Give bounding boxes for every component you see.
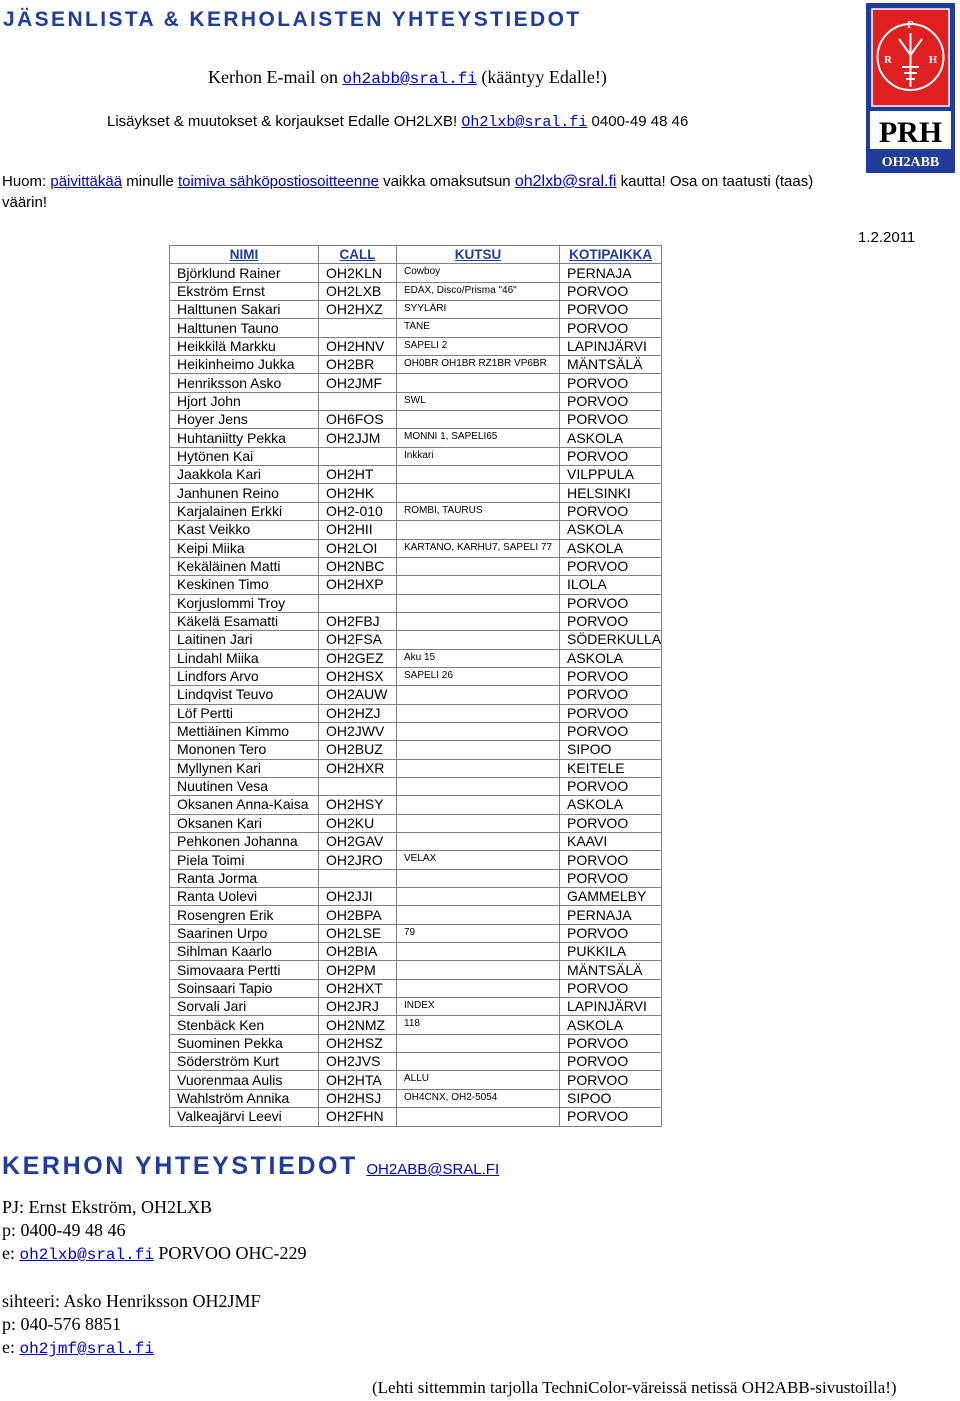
- table-row: [170, 484, 662, 502]
- member-name: Keskinen Timo: [170, 576, 319, 594]
- member-name: Hoyer Jens: [170, 411, 319, 429]
- member-callsign: OH2HK: [319, 484, 397, 502]
- table-row: [170, 979, 662, 997]
- table-row: [170, 869, 662, 887]
- member-nickname: [397, 576, 560, 594]
- member-callsign: OH2LSE: [319, 924, 397, 942]
- member-callsign: OH2HSZ: [319, 1034, 397, 1052]
- secretary-name: sihteeri: Asko Henriksson OH2JMF: [2, 1291, 261, 1311]
- member-hometown: PORVOO: [560, 704, 662, 722]
- member-callsign: [319, 392, 397, 410]
- member-name: Hytönen Kai: [170, 447, 319, 465]
- member-nickname: OH4CNX, OH2-5054: [397, 1089, 560, 1107]
- member-callsign: OH2HSY: [319, 796, 397, 814]
- member-nickname: [397, 557, 560, 575]
- member-callsign: OH2HXR: [319, 759, 397, 777]
- member-hometown: LAPINJÄRVI: [560, 337, 662, 355]
- table-row: [170, 301, 662, 319]
- member-nickname: [397, 888, 560, 906]
- additions-line: [107, 113, 688, 131]
- column-header-kutsu: KUTSU: [397, 246, 560, 264]
- table-row: [170, 612, 662, 630]
- member-hometown: PORVOO: [560, 722, 662, 740]
- member-nickname: 79: [397, 924, 560, 942]
- member-nickname: [397, 961, 560, 979]
- member-hometown: PORVOO: [560, 667, 662, 685]
- member-hometown: ASKOLA: [560, 539, 662, 557]
- member-hometown: PORVOO: [560, 851, 662, 869]
- member-nickname: [397, 722, 560, 740]
- logo-letter-r: R: [884, 54, 892, 66]
- additions-email-link[interactable]: Oh2lxb@sral.fi: [461, 114, 588, 131]
- member-nickname: SWL: [397, 392, 560, 410]
- table-row: [170, 319, 662, 337]
- member-hometown: PORVOO: [560, 282, 662, 300]
- member-name: Laitinen Jari: [170, 631, 319, 649]
- member-callsign: OH2JMF: [319, 374, 397, 392]
- notice-text-3: vaikka omaksutsun: [383, 173, 511, 190]
- member-hometown: LAPINJÄRVI: [560, 998, 662, 1016]
- member-nickname: [397, 796, 560, 814]
- member-nickname: [397, 759, 560, 777]
- member-hometown: GAMMELBY: [560, 888, 662, 906]
- member-hometown: PORVOO: [560, 319, 662, 337]
- member-name: Janhunen Reino: [170, 484, 319, 502]
- table-row: [170, 777, 662, 795]
- member-name: Ranta Uolevi: [170, 888, 319, 906]
- member-name: Vuorenmaa Aulis: [170, 1071, 319, 1089]
- member-hometown: PORVOO: [560, 777, 662, 795]
- member-name: Keipi Miika: [170, 539, 319, 557]
- table-row: [170, 1034, 662, 1052]
- chairman-email-link[interactable]: oh2lxb@sral.fi: [19, 1246, 154, 1264]
- club-email-prefix: Kerhon E-mail on: [208, 67, 338, 87]
- member-table: [169, 245, 662, 1127]
- member-callsign: OH2JJI: [319, 888, 397, 906]
- member-nickname: [397, 1034, 560, 1052]
- member-nickname: [397, 612, 560, 630]
- member-name: Heikinheimo Jukka: [170, 356, 319, 374]
- table-row: [170, 411, 662, 429]
- table-row: [170, 796, 662, 814]
- chairman-phone: p: 0400-49 48 46: [2, 1220, 126, 1240]
- table-row: [170, 631, 662, 649]
- member-nickname: [397, 521, 560, 539]
- member-callsign: OH2GEZ: [319, 649, 397, 667]
- member-callsign: OH2KU: [319, 814, 397, 832]
- member-nickname: [397, 466, 560, 484]
- member-callsign: OH2JRJ: [319, 998, 397, 1016]
- member-name: Käkelä Esamatti: [170, 612, 319, 630]
- table-row: [170, 594, 662, 612]
- member-name: Halttunen Sakari: [170, 301, 319, 319]
- member-hometown: ASKOLA: [560, 521, 662, 539]
- member-callsign: OH2HNV: [319, 337, 397, 355]
- member-hometown: PORVOO: [560, 1034, 662, 1052]
- member-callsign: OH2FHN: [319, 1108, 397, 1126]
- member-nickname: [397, 869, 560, 887]
- member-callsign: OH2JWV: [319, 722, 397, 740]
- table-row: [170, 1053, 662, 1071]
- table-row: [170, 356, 662, 374]
- table-row: [170, 1089, 662, 1107]
- table-row: [170, 741, 662, 759]
- member-name: Björklund Rainer: [170, 264, 319, 282]
- logo-callsign-text: OH2ABB: [881, 155, 940, 170]
- member-callsign: OH2BR: [319, 356, 397, 374]
- member-hometown: ASKOLA: [560, 796, 662, 814]
- member-name: Rosengren Erik: [170, 906, 319, 924]
- member-hometown: VILPPULA: [560, 466, 662, 484]
- member-callsign: OH2HII: [319, 521, 397, 539]
- member-name: Oksanen Anna-Kaisa: [170, 796, 319, 814]
- member-nickname: SAPELI 2: [397, 337, 560, 355]
- table-row: [170, 1016, 662, 1034]
- member-callsign: OH2NBC: [319, 557, 397, 575]
- member-nickname: VELAX: [397, 851, 560, 869]
- prh-club-logo: [866, 3, 955, 173]
- member-callsign: OH2BUZ: [319, 741, 397, 759]
- column-header-nimi: NIMI: [170, 246, 319, 264]
- table-row: [170, 576, 662, 594]
- member-callsign: OH2FBJ: [319, 612, 397, 630]
- chairman-name: PJ: Ernst Ekström, OH2LXB: [2, 1197, 213, 1217]
- table-row: [170, 466, 662, 484]
- notice-text-2: minulle: [126, 173, 174, 190]
- table-row: [170, 722, 662, 740]
- member-hometown: PORVOO: [560, 924, 662, 942]
- member-name: Stenbäck Ken: [170, 1016, 319, 1034]
- table-row: [170, 961, 662, 979]
- member-nickname: OH0BR OH1BR RZ1BR VP6BR: [397, 356, 560, 374]
- club-contacts-email-link[interactable]: OH2ABB@SRAL.FI: [366, 1161, 500, 1178]
- member-hometown: PORVOO: [560, 979, 662, 997]
- member-callsign: [319, 594, 397, 612]
- member-name: Oksanen Kari: [170, 814, 319, 832]
- table-row: [170, 998, 662, 1016]
- member-callsign: OH2JRO: [319, 851, 397, 869]
- member-callsign: OH2HXZ: [319, 301, 397, 319]
- member-callsign: OH2HXT: [319, 979, 397, 997]
- member-name: Suominen Pekka: [170, 1034, 319, 1052]
- additions-text: Lisäykset & muutokset & korjaukset Edalle OH2LXB!: [107, 113, 458, 130]
- table-row: [170, 282, 662, 300]
- member-callsign: OH2JVS: [319, 1053, 397, 1071]
- member-name: Wahlström Annika: [170, 1089, 319, 1107]
- member-callsign: OH2HZJ: [319, 704, 397, 722]
- member-callsign: [319, 869, 397, 887]
- member-nickname: EDAX, Disco/Prisma "46": [397, 282, 560, 300]
- notice-email-link[interactable]: oh2lxb@sral.fi: [514, 173, 617, 190]
- member-callsign: OH2BIA: [319, 943, 397, 961]
- member-nickname: [397, 686, 560, 704]
- member-name: Jaakkola Kari: [170, 466, 319, 484]
- member-hometown: KAAVI: [560, 833, 662, 851]
- notice-text-4: kautta! Osa on taatusti (taas) väärin!: [2, 173, 814, 211]
- member-name: Piela Toimi: [170, 851, 319, 869]
- club-email-suffix: (kääntyy Edalle!): [481, 67, 607, 87]
- table-row: [170, 667, 662, 685]
- table-row: [170, 814, 662, 832]
- table-row: [170, 1071, 662, 1089]
- table-row: [170, 429, 662, 447]
- member-hometown: PORVOO: [560, 594, 662, 612]
- member-nickname: [397, 979, 560, 997]
- member-hometown: PORVOO: [560, 502, 662, 520]
- member-hometown: PERNAJA: [560, 906, 662, 924]
- member-name: Pehkonen Johanna: [170, 833, 319, 851]
- secretary-email-line: [2, 1336, 261, 1361]
- member-callsign: OH2NMZ: [319, 1016, 397, 1034]
- member-nickname: Inkkari: [397, 447, 560, 465]
- member-nickname: Aku 15: [397, 649, 560, 667]
- secretary-email-prefix: e:: [2, 1337, 15, 1357]
- member-callsign: OH2GAV: [319, 833, 397, 851]
- member-hometown: PORVOO: [560, 557, 662, 575]
- chairman-email-line: [2, 1242, 307, 1267]
- member-nickname: Cowboy: [397, 264, 560, 282]
- member-nickname: ALLU: [397, 1071, 560, 1089]
- member-hometown: SIPOO: [560, 1089, 662, 1107]
- member-nickname: [397, 777, 560, 795]
- member-name: Lindfors Arvo: [170, 667, 319, 685]
- club-email-line: [208, 67, 607, 88]
- member-name: Kekäläinen Matti: [170, 557, 319, 575]
- table-row: [170, 1108, 662, 1126]
- chairman-location: PORVOO OHC-229: [158, 1243, 307, 1263]
- member-name: Korjuslommi Troy: [170, 594, 319, 612]
- member-hometown: PORVOO: [560, 374, 662, 392]
- member-hometown: PORVOO: [560, 301, 662, 319]
- member-hometown: SIPOO: [560, 741, 662, 759]
- member-name: Mettiäinen Kimmo: [170, 722, 319, 740]
- member-hometown: PORVOO: [560, 612, 662, 630]
- member-hometown: ILOLA: [560, 576, 662, 594]
- member-name: Lindahl Miika: [170, 649, 319, 667]
- member-callsign: OH2HSX: [319, 667, 397, 685]
- member-hometown: MÄNTSÄLÄ: [560, 961, 662, 979]
- member-nickname: INDEX: [397, 998, 560, 1016]
- page-title: JÄSENLISTA & KERHOLAISTEN YHTEYSTIEDOT: [3, 8, 582, 31]
- member-callsign: OH2JJM: [319, 429, 397, 447]
- table-row: [170, 943, 662, 961]
- member-name: Hjort John: [170, 392, 319, 410]
- additions-phone: 0400-49 48 46: [591, 113, 689, 130]
- member-nickname: [397, 906, 560, 924]
- member-hometown: KEITELE: [560, 759, 662, 777]
- member-callsign: OH2AUW: [319, 686, 397, 704]
- member-callsign: OH2HXP: [319, 576, 397, 594]
- member-callsign: OH2KLN: [319, 264, 397, 282]
- chairman-email-prefix: e:: [2, 1243, 15, 1263]
- club-contacts-heading: [2, 1152, 499, 1181]
- logo-prh-text: PRH: [878, 116, 943, 149]
- update-notice: [2, 171, 842, 213]
- table-row: [170, 264, 662, 282]
- member-nickname: 118: [397, 1016, 560, 1034]
- table-row: [170, 851, 662, 869]
- club-contacts-title: KERHON YHTEYSTIEDOT: [2, 1152, 358, 1180]
- member-nickname: SYYLÄRI: [397, 301, 560, 319]
- member-nickname: [397, 594, 560, 612]
- member-callsign: OH2BPA: [319, 906, 397, 924]
- member-nickname: MONNI 1, SAPELI65: [397, 429, 560, 447]
- logo-letter-h: H: [928, 54, 938, 66]
- member-nickname: [397, 741, 560, 759]
- member-name: Karjalainen Erkki: [170, 502, 319, 520]
- member-name: Simovaara Pertti: [170, 961, 319, 979]
- member-hometown: PORVOO: [560, 447, 662, 465]
- member-name: Nuutinen Vesa: [170, 777, 319, 795]
- footer-note: (Lehti sittemmin tarjolla TechniColor-väreissä netissä OH2ABB-sivustoilla!): [372, 1378, 897, 1397]
- member-hometown: PORVOO: [560, 814, 662, 832]
- member-nickname: [397, 704, 560, 722]
- member-callsign: [319, 777, 397, 795]
- secretary-contact: [2, 1290, 261, 1361]
- member-name: Soinsaari Tapio: [170, 979, 319, 997]
- table-row: [170, 704, 662, 722]
- member-nickname: TANE: [397, 319, 560, 337]
- member-name: Ranta Jorma: [170, 869, 319, 887]
- member-name: Sorvali Jari: [170, 998, 319, 1016]
- member-hometown: PORVOO: [560, 869, 662, 887]
- member-hometown: PORVOO: [560, 686, 662, 704]
- member-hometown: PORVOO: [560, 1071, 662, 1089]
- column-header-call: CALL: [319, 246, 397, 264]
- table-row: [170, 649, 662, 667]
- table-row: [170, 924, 662, 942]
- member-callsign: OH2-010: [319, 502, 397, 520]
- member-nickname: [397, 943, 560, 961]
- notice-text-1: Huom:: [2, 173, 47, 190]
- table-row: [170, 521, 662, 539]
- member-name: Kast Veikko: [170, 521, 319, 539]
- member-callsign: OH2LXB: [319, 282, 397, 300]
- member-name: Söderström Kurt: [170, 1053, 319, 1071]
- list-date: 1.2.2011: [858, 229, 916, 246]
- member-nickname: [397, 1053, 560, 1071]
- table-header-row: [170, 246, 662, 264]
- member-hometown: MÄNTSÄLÄ: [560, 356, 662, 374]
- table-row: [170, 833, 662, 851]
- secretary-phone: p: 040-576 8851: [2, 1314, 121, 1334]
- member-nickname: KARTANO, KARHU7, SAPELI 77: [397, 539, 560, 557]
- member-hometown: PORVOO: [560, 392, 662, 410]
- table-row: [170, 374, 662, 392]
- table-row: [170, 392, 662, 410]
- member-hometown: PORVOO: [560, 1053, 662, 1071]
- member-nickname: [397, 833, 560, 851]
- notice-link-update[interactable]: päivittäkää: [50, 173, 123, 190]
- table-row: [170, 539, 662, 557]
- member-callsign: OH2HTA: [319, 1071, 397, 1089]
- member-name: Saarinen Urpo: [170, 924, 319, 942]
- member-nickname: [397, 814, 560, 832]
- member-name: Sihlman Kaarlo: [170, 943, 319, 961]
- member-nickname: [397, 374, 560, 392]
- secretary-email-link[interactable]: oh2jmf@sral.fi: [19, 1340, 154, 1358]
- member-callsign: OH2PM: [319, 961, 397, 979]
- member-name: Ekström Ernst: [170, 282, 319, 300]
- member-nickname: [397, 484, 560, 502]
- member-nickname: [397, 411, 560, 429]
- table-row: [170, 557, 662, 575]
- member-callsign: OH6FOS: [319, 411, 397, 429]
- member-hometown: PORVOO: [560, 1108, 662, 1126]
- table-row: [170, 759, 662, 777]
- member-name: Huhtaniitty Pekka: [170, 429, 319, 447]
- chairman-contact: [2, 1196, 307, 1267]
- club-email-link[interactable]: oh2abb@sral.fi: [342, 70, 477, 88]
- member-name: Heikkilä Markku: [170, 337, 319, 355]
- member-name: Löf Pertti: [170, 704, 319, 722]
- member-callsign: [319, 319, 397, 337]
- table-row: [170, 337, 662, 355]
- member-hometown: PORVOO: [560, 411, 662, 429]
- member-hometown: PERNAJA: [560, 264, 662, 282]
- member-hometown: ASKOLA: [560, 649, 662, 667]
- member-nickname: ROMBI, TAURUS: [397, 502, 560, 520]
- table-row: [170, 502, 662, 520]
- member-rows: [170, 264, 662, 1126]
- member-nickname: SAPELI 26: [397, 667, 560, 685]
- member-hometown: PUKKILA: [560, 943, 662, 961]
- member-name: Halttunen Tauno: [170, 319, 319, 337]
- column-header-kotipaikka: KOTIPAIKKA: [560, 246, 662, 264]
- member-hometown: ASKOLA: [560, 1016, 662, 1034]
- member-name: Myllynen Kari: [170, 759, 319, 777]
- table-row: [170, 686, 662, 704]
- member-name: Henriksson Asko: [170, 374, 319, 392]
- notice-link-email[interactable]: toimiva sähköpostiosoitteenne: [177, 173, 379, 190]
- member-name: Valkeajärvi Leevi: [170, 1108, 319, 1126]
- member-callsign: OH2HT: [319, 466, 397, 484]
- member-name: Mononen Tero: [170, 741, 319, 759]
- member-nickname: [397, 1108, 560, 1126]
- table-row: [170, 447, 662, 465]
- table-row: [170, 888, 662, 906]
- table-row: [170, 906, 662, 924]
- logo-letter-p: P: [907, 19, 914, 31]
- member-callsign: OH2LOI: [319, 539, 397, 557]
- member-callsign: OH2FSA: [319, 631, 397, 649]
- member-name: Lindqvist Teuvo: [170, 686, 319, 704]
- member-callsign: [319, 447, 397, 465]
- member-callsign: OH2HSJ: [319, 1089, 397, 1107]
- member-hometown: SÖDERKULLA: [560, 631, 662, 649]
- member-hometown: ASKOLA: [560, 429, 662, 447]
- member-nickname: [397, 631, 560, 649]
- member-hometown: HELSINKI: [560, 484, 662, 502]
